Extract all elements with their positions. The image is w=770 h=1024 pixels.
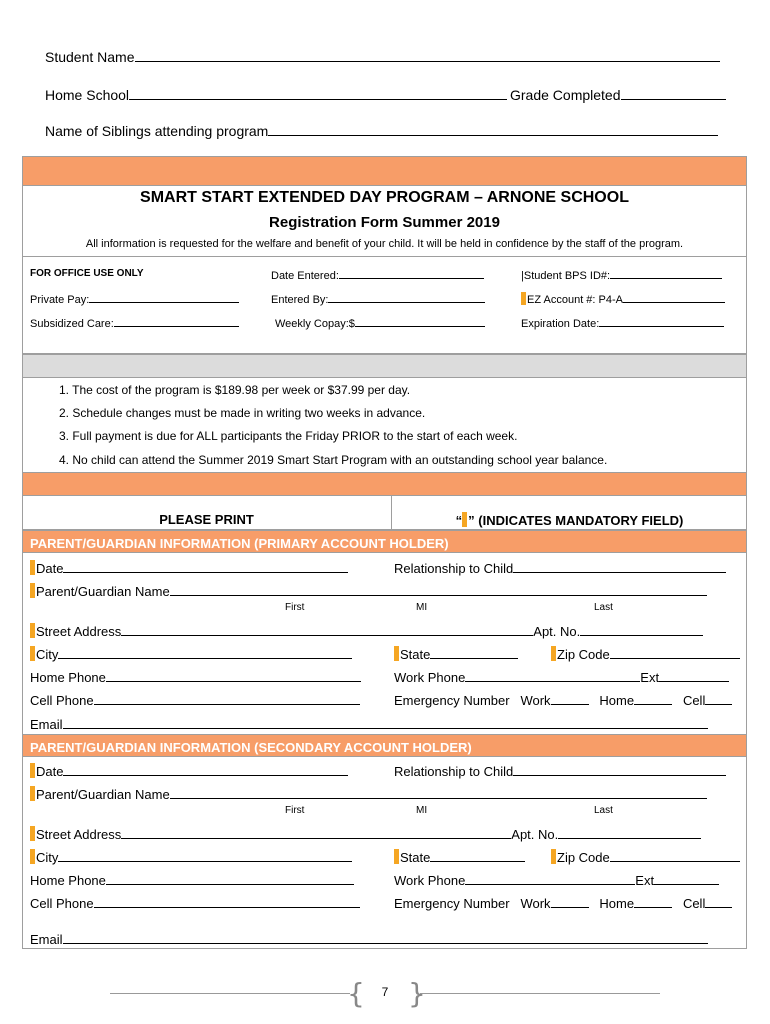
secondary-emergency-work-line[interactable] — [551, 894, 589, 908]
secondary-apt-label: Apt. No. — [511, 827, 559, 842]
primary-home-phone-label: Home Phone — [30, 670, 106, 685]
secondary-street-line[interactable] — [121, 825, 511, 839]
secondary-mi-caption: MI — [416, 805, 428, 816]
expiration-date-field[interactable] — [521, 315, 724, 330]
primary-ext-line[interactable] — [659, 668, 729, 682]
secondary-date-line[interactable] — [63, 762, 348, 776]
primary-apt-label: Apt. No. — [533, 624, 581, 639]
mandatory-marker-icon — [30, 623, 35, 638]
mandatory-marker-icon — [394, 646, 399, 661]
primary-apt-line[interactable] — [580, 622, 703, 636]
footer-left-brace-icon: { — [347, 977, 365, 1010]
expiration-date-line[interactable] — [599, 315, 724, 327]
primary-zip-field[interactable] — [551, 645, 740, 662]
primary-cell-phone-line[interactable] — [94, 691, 360, 705]
primary-email-line[interactable] — [63, 715, 708, 729]
secondary-emergency-label: Emergency Number — [394, 896, 510, 911]
primary-emergency-cell-label: Cell — [682, 693, 706, 708]
ez-account-label: EZ Account #: P4-A — [527, 294, 623, 306]
primary-emergency-home-label: Home — [599, 693, 635, 708]
secondary-email-label: Email — [30, 932, 63, 947]
secondary-guardian-name-label: Parent/Guardian Name — [36, 787, 170, 802]
student-name-field[interactable] — [45, 48, 720, 65]
orange-band-top — [22, 156, 747, 186]
date-entered-label: Date Entered: — [271, 270, 339, 282]
primary-cell-phone-field[interactable] — [30, 691, 360, 708]
secondary-street-label: Street Address — [36, 827, 122, 842]
secondary-guardian-name-field[interactable] — [30, 785, 707, 802]
secondary-city-line[interactable] — [58, 848, 352, 862]
primary-relationship-line[interactable] — [513, 559, 726, 573]
rule-2: 2. Schedule changes must be made in writing two weeks in advance. — [59, 406, 426, 420]
entered-by-label: Entered By: — [271, 294, 329, 306]
home-school-field[interactable] — [45, 86, 507, 103]
secondary-zip-label: Zip Code — [557, 850, 610, 865]
secondary-date-field[interactable] — [30, 762, 348, 779]
secondary-ext-label: Ext — [635, 873, 655, 888]
primary-first-caption: First — [285, 602, 305, 613]
primary-emergency-field[interactable] — [394, 691, 732, 708]
subsidized-care-label: Subsidized Care: — [30, 318, 114, 330]
office-use-heading: FOR OFFICE USE ONLY — [30, 268, 144, 279]
primary-date-label: Date — [36, 561, 64, 576]
secondary-emergency-field[interactable] — [394, 894, 732, 911]
primary-ext-label: Ext — [640, 670, 660, 685]
mandatory-marker-icon — [30, 560, 35, 575]
secondary-city-field[interactable] — [30, 848, 352, 865]
secondary-cell-phone-field[interactable] — [30, 894, 360, 911]
primary-mi-caption: MI — [416, 602, 428, 613]
form-subtitle: Registration Form Summer 2019 — [269, 214, 500, 231]
secondary-email-field[interactable] — [30, 930, 708, 947]
primary-street-line[interactable] — [121, 622, 533, 636]
primary-guardian-name-line[interactable] — [170, 582, 707, 596]
primary-work-phone-line[interactable] — [465, 668, 640, 682]
secondary-header: PARENT/GUARDIAN INFORMATION (SECONDARY ACCOUNT HOLDER) — [30, 740, 472, 755]
ez-account-line[interactable] — [623, 291, 725, 303]
primary-city-label: City — [36, 647, 59, 662]
secondary-home-phone-label: Home Phone — [30, 873, 106, 888]
primary-relationship-field[interactable] — [394, 559, 726, 576]
siblings-line[interactable] — [268, 122, 718, 136]
secondary-email-line[interactable] — [63, 930, 708, 944]
primary-street-label: Street Address — [36, 624, 122, 639]
primary-header: PARENT/GUARDIAN INFORMATION (PRIMARY ACCOUNT HOLDER) — [30, 536, 449, 551]
student-bps-id-field[interactable] — [521, 267, 722, 282]
weekly-copay-label: Weekly Copay:$ — [275, 318, 355, 330]
primary-street-field[interactable] — [30, 622, 703, 639]
secondary-cell-phone-line[interactable] — [94, 894, 360, 908]
primary-date-field[interactable] — [30, 559, 348, 576]
primary-emergency-home-line[interactable] — [634, 691, 672, 705]
secondary-emergency-home-line[interactable] — [634, 894, 672, 908]
mandatory-marker-icon — [30, 583, 35, 598]
primary-work-phone-label: Work Phone — [394, 670, 466, 685]
secondary-street-field[interactable] — [30, 825, 701, 842]
rule-1: 1. The cost of the program is $189.98 per week or $37.99 per day. — [59, 383, 411, 397]
secondary-home-phone-field[interactable] — [30, 871, 354, 888]
secondary-date-label: Date — [36, 764, 64, 779]
rule-3: 3. Full payment is due for ALL participants the Friday PRIOR to the start of each week. — [59, 429, 518, 443]
primary-state-line[interactable] — [430, 645, 518, 659]
secondary-home-phone-line[interactable] — [106, 871, 354, 885]
mandatory-marker-icon — [551, 849, 556, 864]
mandatory-marker-icon — [30, 646, 35, 661]
weekly-copay-line[interactable] — [355, 315, 485, 327]
subsidized-care-field[interactable] — [30, 315, 239, 330]
primary-work-phone-field[interactable] — [394, 668, 729, 685]
student-bps-id-line[interactable] — [610, 267, 722, 279]
private-pay-label: Private Pay: — [30, 294, 90, 306]
mandatory-marker-icon — [551, 646, 556, 661]
grade-completed-label: Grade Completed — [510, 87, 621, 103]
primary-last-caption: Last — [594, 602, 613, 613]
home-school-label: Home School — [45, 87, 130, 103]
mandatory-marker-icon — [30, 763, 35, 778]
primary-guardian-name-label: Parent/Guardian Name — [36, 584, 170, 599]
date-entered-field[interactable] — [271, 267, 484, 282]
student-name-line[interactable] — [135, 48, 720, 62]
grade-completed-field[interactable] — [510, 86, 726, 103]
secondary-guardian-name-line[interactable] — [170, 785, 707, 799]
secondary-relationship-label: Relationship to Child — [394, 764, 514, 779]
entered-by-field[interactable] — [271, 291, 485, 306]
siblings-field[interactable] — [45, 122, 718, 139]
primary-state-label: State — [400, 647, 431, 662]
mandatory-field-legend: “ ” (INDICATES MANDATORY FIELD) — [455, 513, 684, 528]
primary-emergency-work-line[interactable] — [551, 691, 589, 705]
please-print-label: PLEASE PRINT — [159, 512, 254, 527]
confidentiality-note: All information is requested for the welfare and benefit of your child. It will be held in confidence by the staff of the program. — [85, 238, 684, 250]
secondary-cell-phone-label: Cell Phone — [30, 896, 94, 911]
form-title: SMART START EXTENDED DAY PROGRAM – ARNONE SCHOOL — [140, 189, 629, 206]
primary-email-label: Email — [30, 717, 63, 732]
weekly-copay-field[interactable] — [275, 315, 485, 330]
footer-rule-right — [420, 993, 660, 994]
mandatory-marker-icon — [30, 786, 35, 801]
primary-date-line[interactable] — [63, 559, 348, 573]
siblings-label: Name of Siblings attending program — [45, 123, 269, 139]
primary-state-field[interactable] — [394, 645, 518, 662]
secondary-emergency-cell-label: Cell — [682, 896, 706, 911]
primary-emergency-cell-line[interactable] — [705, 691, 732, 705]
orange-band-middle — [22, 472, 747, 496]
primary-home-phone-line[interactable] — [106, 668, 361, 682]
grade-completed-line[interactable] — [621, 86, 726, 100]
secondary-state-field[interactable] — [394, 848, 525, 865]
rule-4: 4. No child can attend the Summer 2019 Smart Start Program with an outstanding school year balance. — [59, 453, 608, 467]
primary-emergency-label: Emergency Number — [394, 693, 510, 708]
secondary-city-label: City — [36, 850, 59, 865]
mandatory-marker-icon — [30, 826, 35, 841]
student-bps-id-label: |Student BPS ID#: — [521, 270, 611, 282]
page-number: 7 — [381, 985, 389, 999]
primary-city-field[interactable] — [30, 645, 352, 662]
secondary-emergency-work-label: Work — [520, 896, 551, 911]
secondary-last-caption: Last — [594, 805, 613, 816]
secondary-work-phone-label: Work Phone — [394, 873, 466, 888]
gray-band — [22, 354, 747, 378]
mandatory-marker-icon — [394, 849, 399, 864]
mandatory-marker-icon — [521, 292, 526, 305]
student-name-label: Student Name — [45, 49, 135, 65]
secondary-relationship-field[interactable] — [394, 762, 726, 779]
primary-city-line[interactable] — [58, 645, 352, 659]
date-entered-line[interactable] — [339, 267, 484, 279]
secondary-relationship-line[interactable] — [513, 762, 726, 776]
secondary-zip-field[interactable] — [551, 848, 740, 865]
mandatory-marker-icon — [462, 512, 467, 527]
footer-rule-left — [110, 993, 350, 994]
secondary-work-phone-field[interactable] — [394, 871, 719, 888]
private-pay-line[interactable] — [89, 291, 239, 303]
expiration-date-label: Expiration Date: — [521, 318, 600, 330]
footer-right-brace-icon: } — [408, 977, 426, 1010]
home-school-line[interactable] — [129, 86, 507, 100]
entered-by-line[interactable] — [328, 291, 485, 303]
secondary-zip-line[interactable] — [610, 848, 740, 862]
secondary-first-caption: First — [285, 805, 305, 816]
private-pay-field[interactable] — [30, 291, 239, 306]
ez-account-field[interactable] — [521, 291, 725, 306]
secondary-state-label: State — [400, 850, 431, 865]
primary-relationship-label: Relationship to Child — [394, 561, 514, 576]
primary-zip-line[interactable] — [610, 645, 740, 659]
secondary-state-line[interactable] — [430, 848, 525, 862]
primary-home-phone-field[interactable] — [30, 668, 361, 685]
secondary-emergency-home-label: Home — [599, 896, 635, 911]
secondary-ext-line[interactable] — [654, 871, 719, 885]
mandatory-marker-icon — [30, 849, 35, 864]
subsidized-care-line[interactable] — [114, 315, 239, 327]
primary-zip-label: Zip Code — [557, 647, 610, 662]
primary-email-field[interactable] — [30, 715, 708, 732]
secondary-apt-line[interactable] — [558, 825, 701, 839]
primary-guardian-name-field[interactable] — [30, 582, 707, 599]
secondary-work-phone-line[interactable] — [465, 871, 635, 885]
primary-emergency-work-label: Work — [520, 693, 551, 708]
primary-cell-phone-label: Cell Phone — [30, 693, 94, 708]
secondary-emergency-cell-line[interactable] — [705, 894, 732, 908]
